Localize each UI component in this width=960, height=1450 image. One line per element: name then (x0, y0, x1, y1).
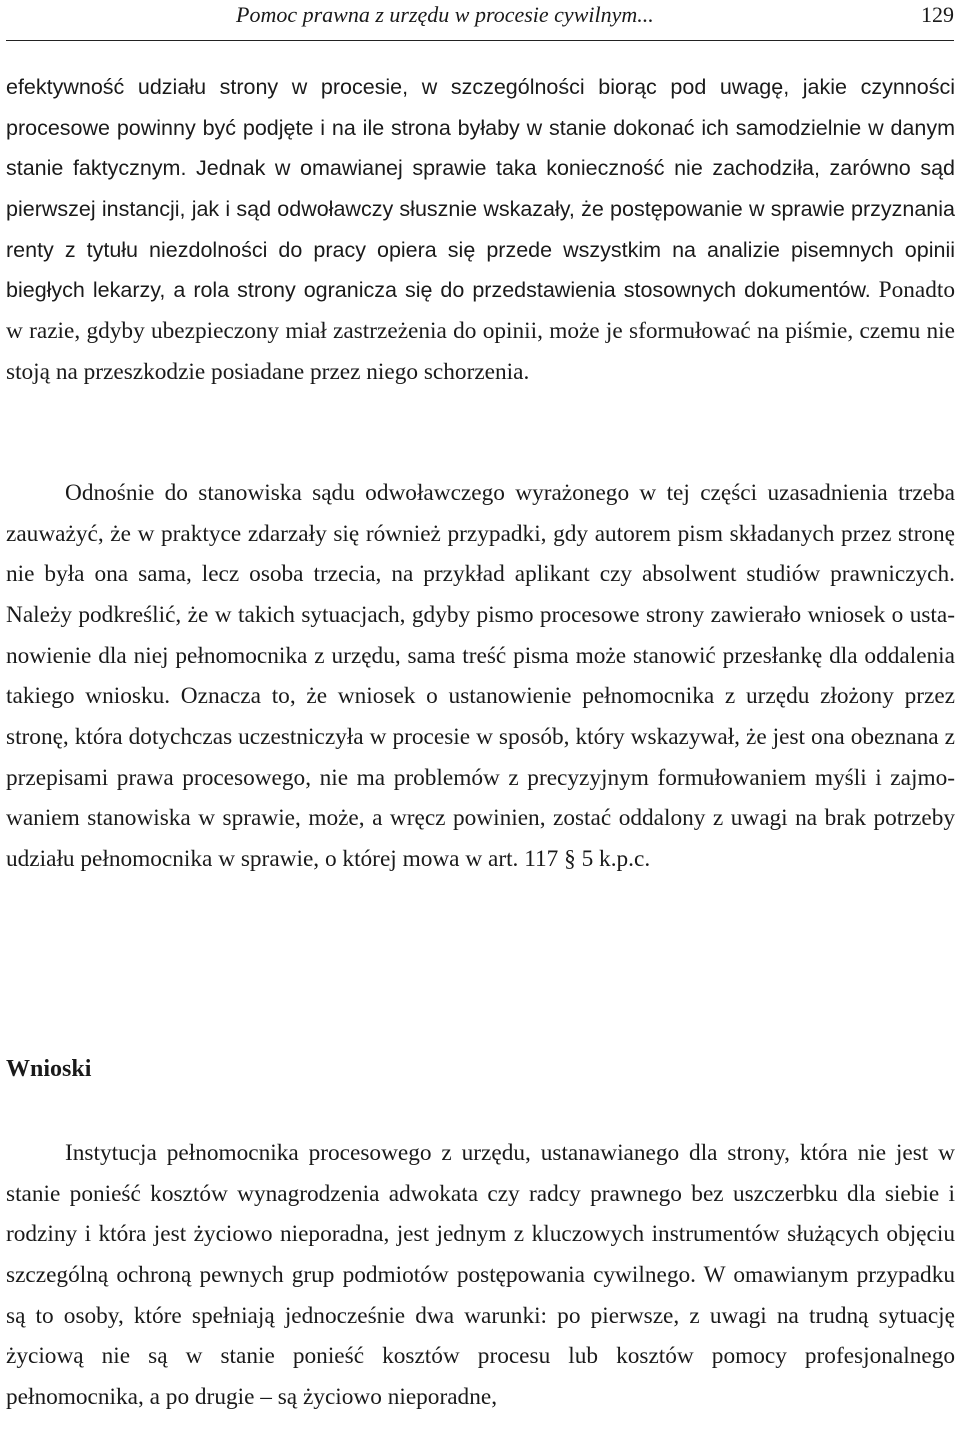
running-title: Pomoc prawna z urzędu w procesie cywilnym... (236, 2, 654, 27)
running-header (6, 0, 954, 41)
body-paragraph-2: Odnośnie do stanowiska sądu odwoławczego wyrażonego w tej części uzasadnienia trzeba zauważyć, że w praktyce zdarzały się również przypadki, gdy autorem pism składanych przez stronę nie była ona sama, lecz osoba trzecia, na przykład aplikant czy absolwent studiów prawniczych. Należy podkreślić, że w takich sytuacjach, gdyby pismo procesowe strony zawierało wniosek o ustanowienie dla niej pełnomocnika z urzędu, sama treść pisma może stanowić przesłankę dla oddalenia takiego wniosku. Oznacza to, że wniosek o ustanowienie pełnomocnika z urzędu złożony przez stronę, która dotychczas uczestniczyła w procesie w sposób, który wskazywał, że jest ona obeznana z przepisami prawa procesowego, nie ma problemów z precyzyjnym formułowaniem myśli i zajmowaniem stanowiska w sprawie, może, a wręcz powinien, zostać oddalony z uwagi na brak potrzeby udziału pełnomocnika w sprawie, o której mowa w art. 117 § 5 k.p.c. (6, 480, 955, 872)
paragraph-1-sans-run: efektywność udziału strony w procesie, w szczególności biorąc pod uwagę, jakie czynności procesowe powinny być podjęte i na ile strona byłaby w stanie dokonać ich samodzielnie w danym stanie faktycznym. Jednak w omawianej sprawie taka konieczność nie zachodziła, zarówno sąd pierwszej instancji, jak i sąd odwoławczy słusznie wskazały, że postępowanie w sprawie przyznania renty z tytułu niezdolności do pracy opiera się przede wszystkim na analizie pisemnych opinii biegłych lekarzy, a rola strony ogranicza się do przedstawienia stosownych dokumentów. (6, 75, 955, 303)
page-number: 129 (921, 2, 954, 27)
conclusions-paragraph-1: Instytucja pełnomocnika procesowego z urzędu, ustanawianego dla strony, która nie jest w stanie ponieść kosztów wynagrodzenia adwokata czy radcy prawnego bez uszczerbku dla siebie i rodziny i która jest życiowo nieporadna, jest jednym z kluczowych instrumentów służących objęciu szczególną ochroną pewnych grup podmiotów postępowania cywilnego. W omawianym przypadku są to osoby, które spełniają jednocześnie dwa warunki: po pierwsze, z uwagi na trudną sytuację życiową nie są w stanie ponieść kosztów procesu lub kosztów pomocy profesjonalnego pełnomocnika, a po drugie – są życiowo nieporadne, (6, 1140, 955, 1410)
section-heading: Wnioski (6, 1056, 92, 1082)
paragraph-1-serif-run: Ponadto w razie, gdyby ubezpieczony miał zastrzeżenia do opinii, może je sformułować na piśmie, czemu nie stoją na przeszkodzie posiadane przez niego schorzenia. (6, 277, 955, 385)
body-paragraph-1 (6, 67, 955, 392)
